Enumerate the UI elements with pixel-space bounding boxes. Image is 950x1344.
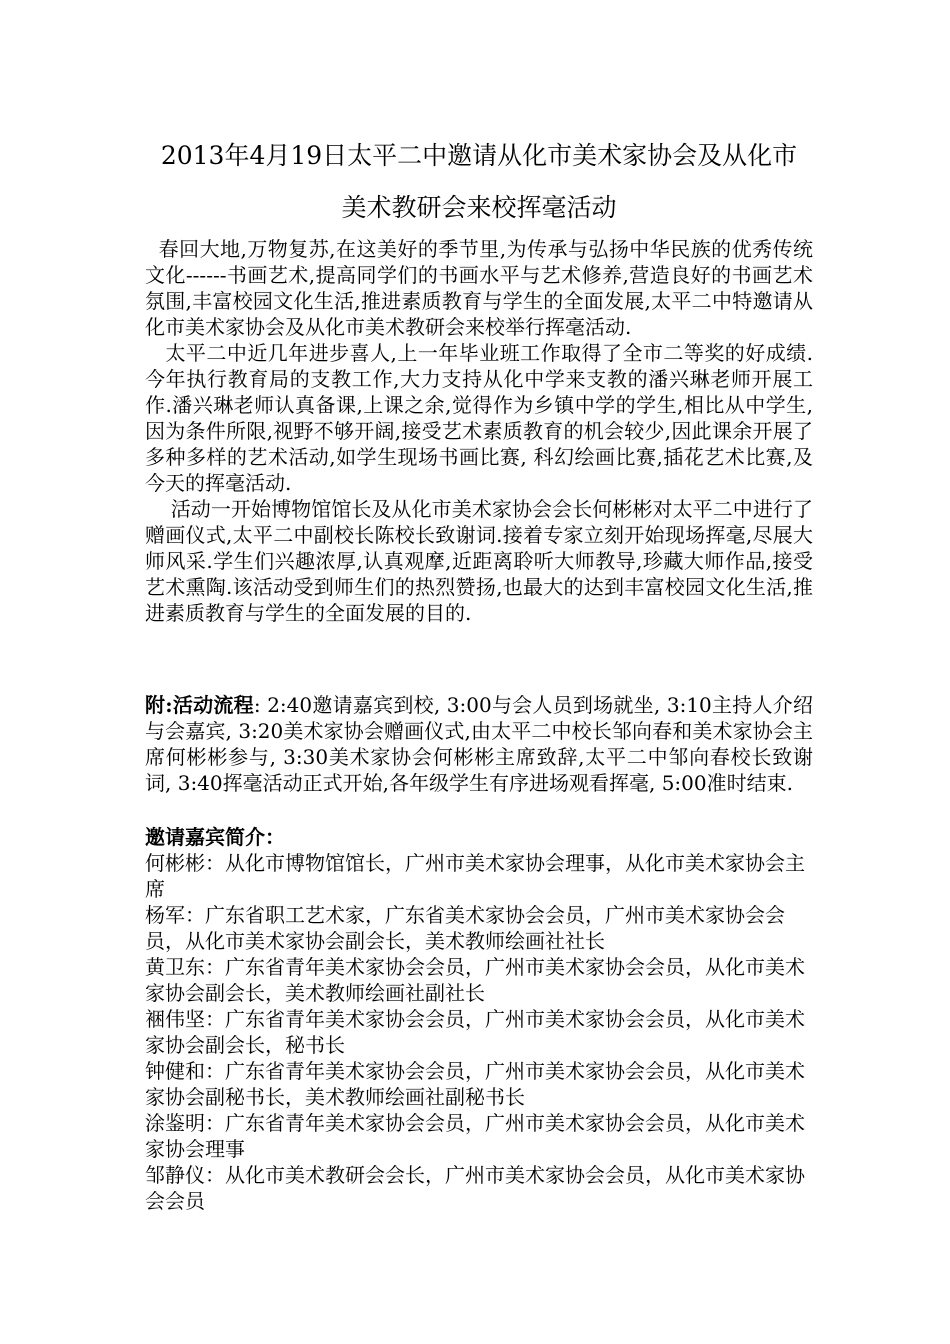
guest-entry: 裍伟坚：广东省青年美术家协会会员，广州市美术家协会会员，从化市美术家协会副会长，秘书长 (145, 1007, 805, 1057)
paragraph-activity-text: 活动一开始博物馆馆长及从化市美术家协会会长何彬彬对太平二中进行了赠画仪式,太平二中副校长陈校长致谢词.接着专家立刻开始现场挥毫,尽展大师风采.学生们兴趣浓厚,认真观摩,近距离聆听大师教导,珍藏大师作品,接受艺术熏陶.该活动受到师生们的热烈赞扬,也最大的达到丰富校园文化生活,推进素质教育与学生的全面发展的目的. (145, 497, 814, 625)
title-line-2: 美术教研会来校挥毫活动 (341, 193, 617, 222)
paragraph-intro-text: 春回大地,万物复苏,在这美好的季节里,为传承与弘扬中华民族的优秀传统文化------书画艺术,提高同学们的书画水平与艺术修养,营造良好的书画艺术氛围,丰富校园文化生活,推进素质教育与学生的全面发展,太平二中特邀请从化市美术家协会及从化市美术教研会来校举行挥毫活动. (145, 237, 814, 339)
paragraph-progress-text: 太平二中近几年进步喜人,上一年毕业班工作取得了全市二等奖的好成绩.今年执行教育局的支教工作,大力支持从化中学来支教的潘兴琳老师开展工作.潘兴琳老师认真备课,上课之余,觉得作为乡镇中学的学生,相比从中学生,因为条件所限,视野不够开阔,接受艺术素质教育的机会较少,因此课余开展了多种多样的艺术活动,如学生现场书画比赛, 科幻绘画比赛,插花艺术比赛,及今天的挥毫活动. (145, 341, 813, 495)
guest-entry: 钟健和：广东省青年美术家协会会员，广州市美术家协会会员，从化市美术家协会副秘书长，美术教师绘画社副秘书长 (145, 1059, 805, 1109)
schedule-text: : 2:40邀请嘉宾到校, 3:00与会人员到场就坐, 3:10主持人介绍与会嘉宾, 3:20美术家协会赠画仪式,由太平二中校长邹向春和美术家协会主席何彬彬参与, 3:30美术家协会何彬彬主席致辞,太平二中邹向春校长致谢词, 3:40挥毫活动正式开始,各年级学生有序进场观看挥毫, 5:00准时结束. (145, 693, 813, 795)
paragraph-progress (145, 340, 813, 496)
guest-entry: 黄卫东：广东省青年美术家协会会员，广州市美术家协会会员，从化市美术家协会副会长，美术教师绘画社副社长 (145, 955, 805, 1005)
document-page (145, 130, 813, 1214)
paragraph-activity (145, 496, 813, 626)
guest-entry: 杨军：广东省职工艺术家，广东省美术家协会会员，广州市美术家协会会员，从化市美术家协会副会长，美术教师绘画社社长 (145, 903, 785, 953)
guest-entry: 涂鉴明：广东省青年美术家协会会员，广州市美术家协会会员，从化市美术家协会理事 (145, 1111, 805, 1161)
schedule-section (145, 692, 813, 796)
spacer (145, 626, 813, 692)
schedule-label: 附:活动流程 (145, 693, 254, 717)
guest-entry: 邹静仪：从化市美术教研会会长，广州市美术家协会会员，从化市美术家协会会员 (145, 1163, 805, 1213)
document-title (145, 130, 813, 234)
guest-entry: 何彬彬：从化市博物馆馆长，广州市美术家协会理事，从化市美术家协会主席 (145, 851, 805, 901)
spacer (145, 796, 813, 824)
paragraph-intro (145, 236, 813, 340)
guests-heading: 邀请嘉宾简介： (145, 825, 285, 849)
title-line-1: 2013年4月19日太平二中邀请从化市美术家协会及从化市 (160, 141, 798, 170)
